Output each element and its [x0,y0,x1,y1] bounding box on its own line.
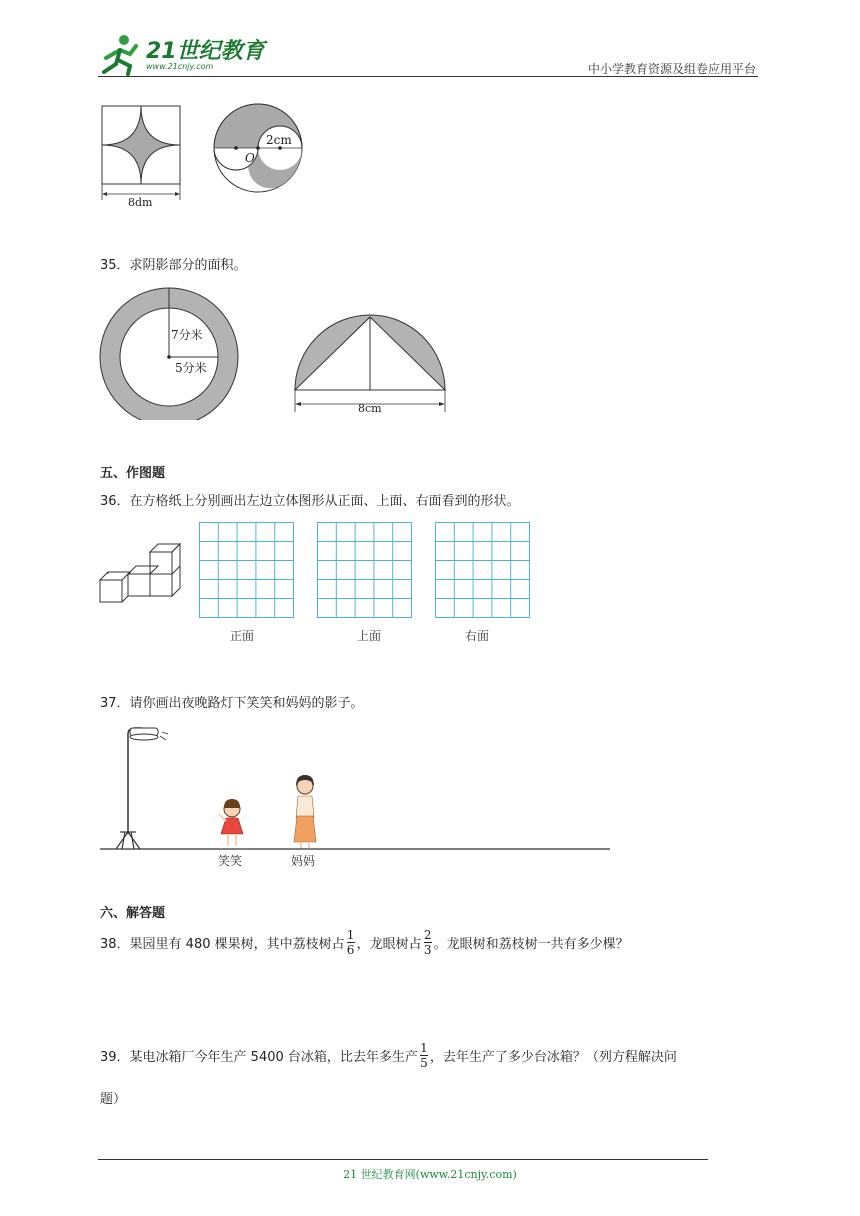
q38-part2: ，龙眼树占 [356,937,422,952]
streetlight-scene [98,722,612,854]
ring-inner-label: 5分米 [175,361,207,375]
q36-text: 36．在方格纸上分别画出左边立体图形从正面、上面、右面看到的形状。 [100,494,520,509]
logo-url: www.21cnjy.com [146,62,214,71]
q39-part1: 39．某电冰箱厂今年生产 5400 台冰箱，比去年多生产 [100,1050,418,1065]
q35-text: 35．求阴影部分的面积。 [100,258,247,273]
fraction-denominator: 6 [346,943,355,957]
q39-text [100,1041,677,1070]
q39-fraction [420,1041,428,1070]
fraction-numerator: 1 [346,928,355,942]
grid-right [435,522,531,619]
square-side-label: 8dm [128,196,153,209]
site-name: 中小学教育资源及组卷应用平台 [587,62,756,76]
logo-text: 21世纪教育 [146,39,265,64]
q38-part3: 。龙眼树和荔枝树一共有多少棵？ [433,937,629,952]
person-label-xiaoxiao: 笑笑 [218,854,243,868]
q37-text: 37．请你画出夜晚路灯下笑笑和妈妈的影子。 [100,696,364,711]
cube-figure [98,536,188,606]
footer-divider [98,1159,708,1160]
q38-part1: 38．果园里有 480 棵果树，其中荔枝树占 [100,937,345,952]
section6-title: 六、解答题 [100,906,166,921]
grid-label-front: 正面 [230,629,255,643]
fraction-numerator: 2 [423,928,432,942]
header-divider [98,76,758,77]
q38-fraction-1 [347,928,355,957]
footer-text: 21 世纪教育网(www.21cnjy.com) [343,1168,517,1181]
fraction-denominator: 5 [420,1056,428,1070]
grid-top [317,522,413,619]
grid-label-right: 右面 [465,629,490,643]
runner-logo-icon [96,32,146,76]
mother-figure [294,775,316,848]
q38-text [100,928,629,957]
circle-radius-label: 2cm [266,133,292,147]
person-label-mama: 妈妈 [291,854,316,868]
circle-center-label: O [245,151,255,165]
fraction-denominator: 3 [423,943,432,957]
girl-figure [219,799,243,846]
section5-title: 五、作图题 [100,466,166,481]
q38-fraction-2 [424,928,432,957]
q39-part3: 题） [100,1092,127,1107]
q35-figures [96,284,456,420]
q39-part2: ，去年生产了多少台冰箱？（列方程解决问 [429,1050,677,1065]
grid-label-top: 上面 [357,629,382,643]
semicircle-diameter-label: 8cm [358,402,382,415]
ring-outer-label: 7分米 [171,328,203,342]
fraction-numerator: 1 [420,1041,428,1055]
grid-front [199,522,295,619]
top-figures [96,100,316,212]
